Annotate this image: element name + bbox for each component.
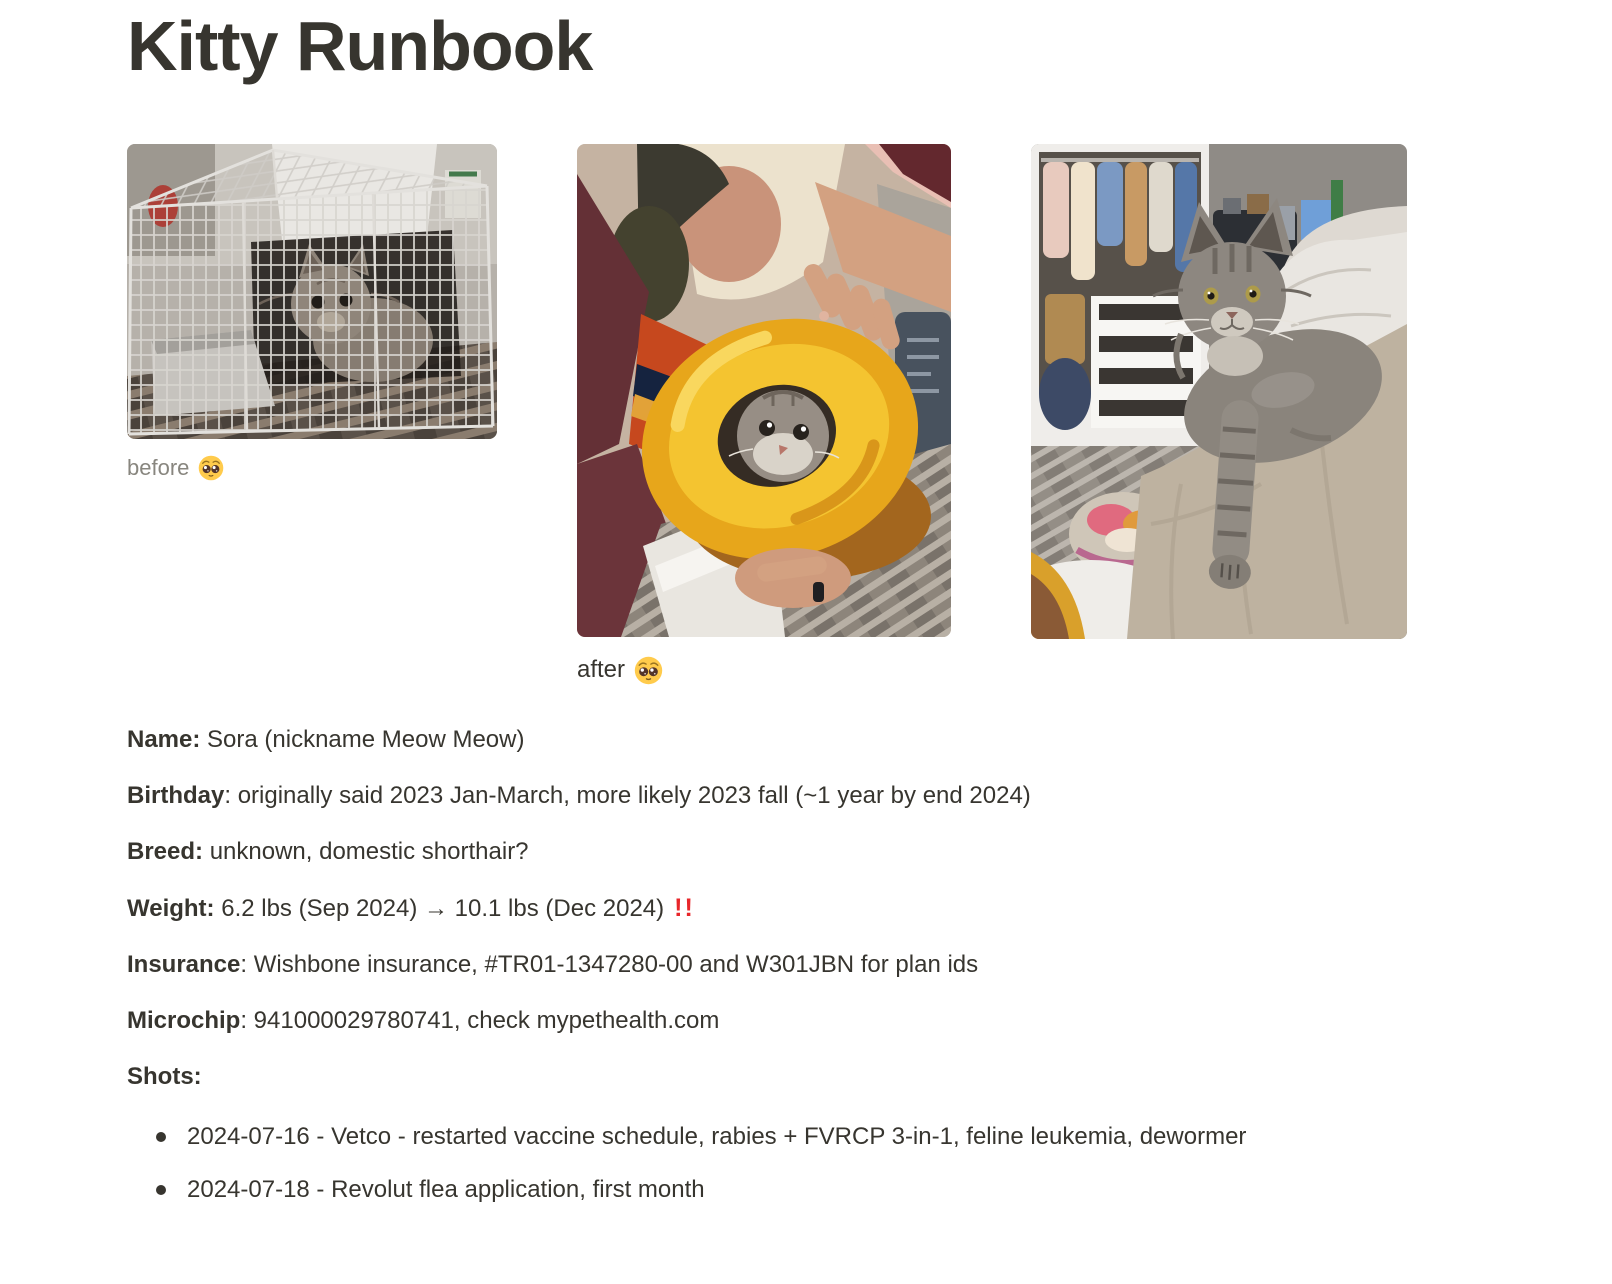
hand-bottom: [735, 548, 851, 608]
photo-caption-before[interactable]: [127, 453, 497, 483]
cat-in-banana-bed-illustration: [577, 144, 951, 637]
double-exclamation-icon: !!: [674, 894, 695, 922]
shots-list: [127, 1115, 1317, 1211]
field-insurance-value: : Wishbone insurance, #TR01-1347280-00 and W301JBN for plan ids: [240, 951, 979, 978]
field-shots-label: Shots:: [127, 1063, 202, 1090]
field-weight[interactable]: [127, 890, 1485, 927]
photo-after-figure: [577, 144, 951, 687]
photo-bed-figure: [1031, 144, 1407, 639]
cat-on-bed-illustration: [1031, 144, 1407, 639]
bullet-icon: [156, 1185, 166, 1195]
field-name[interactable]: [127, 722, 1485, 758]
pet-details-section: [127, 722, 1485, 1211]
pleading-face-icon: [634, 656, 663, 685]
field-breed-label: Breed:: [127, 838, 204, 865]
field-weight-value: 6.2 lbs (Sep 2024) → 10.1 lbs (Dec 2024): [214, 895, 665, 922]
field-name-label: Name:: [127, 726, 201, 753]
field-insurance-label: Insurance: [127, 951, 241, 978]
caption-text-after: after: [577, 656, 626, 683]
shot-item-2[interactable]: [127, 1168, 1317, 1211]
photo-cat-on-bed[interactable]: [1031, 144, 1407, 639]
field-birthday-label: Birthday: [127, 782, 225, 809]
field-microchip-label: Microchip: [127, 1007, 241, 1034]
photo-after[interactable]: [577, 144, 951, 637]
field-birthday-value: : originally said 2023 Jan-March, more likely 2023 fall (~1 year by end 2024): [224, 782, 1031, 809]
field-microchip[interactable]: [127, 1003, 1485, 1039]
field-insurance[interactable]: [127, 947, 1485, 983]
bullet-icon: [156, 1132, 166, 1142]
photo-gallery: [127, 144, 1485, 687]
field-breed[interactable]: [127, 834, 1485, 870]
page-title[interactable]: Kitty Runbook: [127, 7, 593, 85]
field-microchip-value: : 941000029780741, check mypethealth.com: [240, 1007, 720, 1034]
field-name-value: Sora (nickname Meow Meow): [200, 726, 525, 753]
cat-in-trap-illustration: [127, 144, 497, 439]
photo-before[interactable]: [127, 144, 497, 439]
shot-item-2-text: 2024-07-18 - Revolut flea application, first month: [187, 1176, 705, 1203]
caption-text-before: before: [127, 455, 190, 480]
field-weight-label: Weight:: [127, 895, 215, 922]
shot-item-1[interactable]: [127, 1115, 1317, 1158]
pleading-face-icon: [198, 455, 224, 481]
shot-item-1-text: 2024-07-16 - Vetco - restarted vaccine schedule, rabies + FVRCP 3-in-1, feline leukemia, dewormer: [187, 1123, 1247, 1150]
photo-caption-after[interactable]: [577, 653, 951, 687]
field-shots-heading[interactable]: [127, 1059, 1485, 1095]
field-breed-value: unknown, domestic shorthair?: [203, 838, 529, 865]
photo-before-figure: [127, 144, 497, 483]
field-birthday[interactable]: [127, 778, 1485, 814]
